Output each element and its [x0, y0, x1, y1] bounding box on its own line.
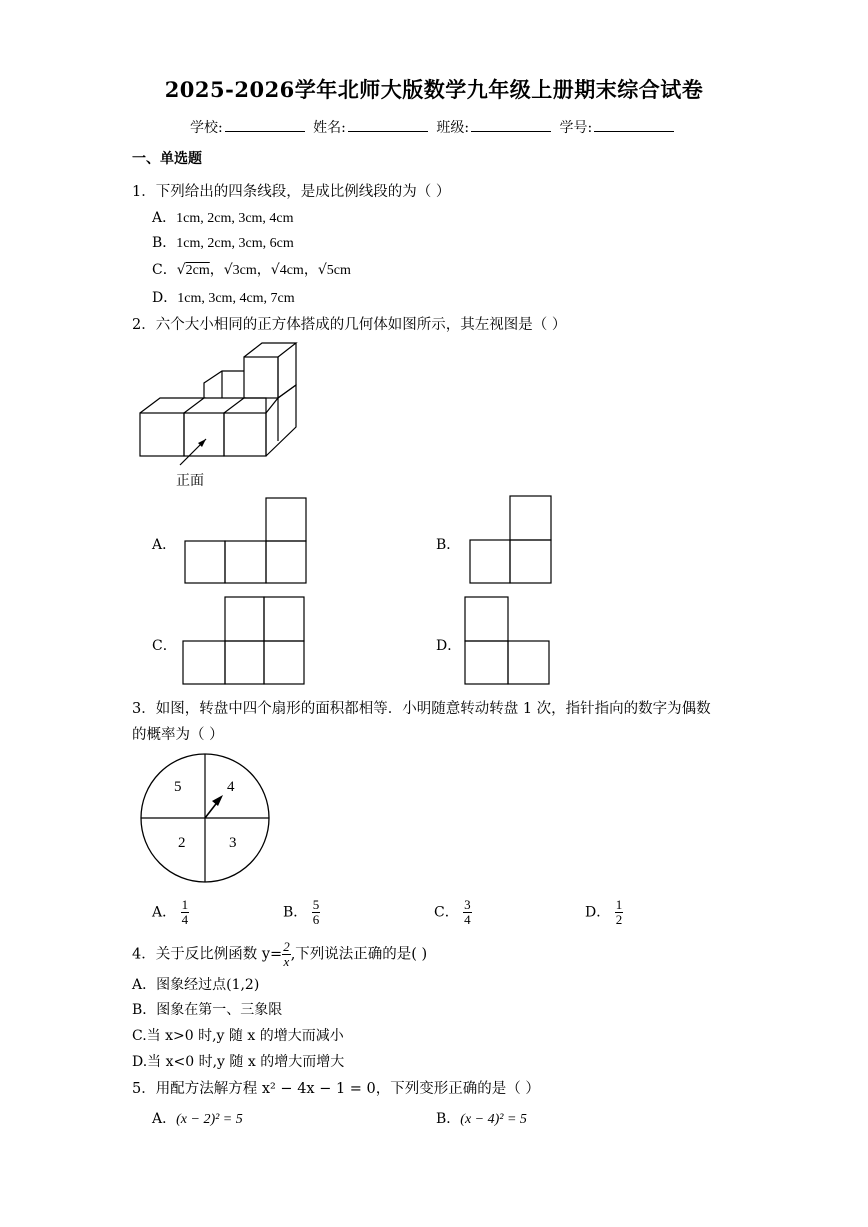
q2-option-d-figure	[464, 596, 552, 686]
q5-option-a: A．(x − 2)² = 5	[152, 1111, 243, 1127]
q3-option-d-fraction: $\frac{1}{2}$	[615, 897, 623, 927]
q1-stem: 1．下列给出的四条线段，是成比例线段的为（ ）	[132, 184, 451, 200]
q1-option-c-item-1: 2cm	[185, 263, 210, 278]
q1-option-c-item-3: 4cm	[279, 263, 304, 278]
q2-option-d-label: D．	[436, 638, 462, 654]
q5-option-b: B．(x − 4)² = 5	[436, 1111, 527, 1127]
q1-option-d-text: 1cm, 3cm, 4cm, 7cm	[177, 291, 295, 306]
q4-fraction: $\frac{2}{x}$	[283, 939, 290, 969]
page-title: 2025-2026学年北师大版数学九年级上册期末综合试卷	[164, 77, 704, 102]
q3-option-a-fraction: $\frac{1}{4}$	[181, 897, 189, 927]
student-id-blank	[594, 119, 674, 132]
spinner-number-3: 3	[229, 835, 237, 851]
q3-option-b: B． $\frac{5}{6}$	[283, 897, 320, 927]
spinner-number-4: 4	[227, 779, 235, 795]
q2-option-c-label: C．	[152, 638, 177, 654]
class-blank	[471, 119, 551, 132]
name-blank	[348, 119, 428, 132]
sqrt-symbol-icon: √	[270, 262, 280, 278]
q3-option-a: A． $\frac{1}{4}$	[152, 897, 189, 927]
q4-option-a: A．图象经过点(1,2)	[132, 977, 260, 993]
q4-option-c: C.当 x>0 时,y 随 x 的增大而减小	[132, 1028, 344, 1044]
spinner-number-5: 5	[174, 779, 182, 795]
q3-option-d: D． $\frac{1}{2}$	[585, 897, 623, 927]
q3-option-b-fraction: $\frac{5}{6}$	[312, 897, 320, 927]
student-info-line	[190, 117, 678, 137]
section-heading: 一、单选题	[132, 151, 202, 167]
school-label: 学校:	[190, 120, 223, 136]
q1-option-a-label: A．	[152, 210, 177, 226]
q1-option-d	[152, 287, 295, 307]
cube-front-faces	[140, 343, 296, 456]
q1-option-b-label: B．	[152, 235, 177, 251]
q2-option-c-figure	[182, 596, 306, 686]
student-id-label: 学号:	[559, 120, 593, 136]
q5-stem: 5．用配方法解方程 x² − 4x − 1 = 0，下列变形正确的是（ ）	[132, 1081, 540, 1097]
q1-option-c-item-2: 3cm	[232, 263, 257, 278]
cube-solid-figure	[130, 335, 320, 495]
spinner-number-2: 2	[178, 835, 186, 851]
sqrt-symbol-icon: √	[223, 262, 233, 278]
q2-option-a-figure	[184, 497, 308, 585]
class-label: 班级:	[436, 120, 470, 136]
q2-option-a-label: A．	[152, 537, 177, 553]
q1-option-c-item-4: 5cm	[326, 263, 351, 278]
q1-option-d-label: D．	[152, 290, 178, 306]
q1-option-c: C．√2cm，√3cm，√4cm，√5cm	[152, 262, 351, 278]
spinner-pointer-arrow-icon	[212, 795, 223, 806]
sqrt-symbol-icon: √	[176, 262, 186, 278]
q4-stem: 4．关于反比例函数 y= $\frac{2}{x}$ ,下列说法正确的是( )	[132, 939, 428, 969]
sqrt-symbol-icon: √	[317, 262, 327, 278]
q3-option-c: C． $\frac{3}{4}$	[434, 897, 471, 927]
q2-option-b-figure	[469, 495, 553, 585]
q1-option-b	[152, 232, 294, 252]
q1-option-a	[152, 207, 294, 227]
q3-option-c-fraction: $\frac{3}{4}$	[464, 897, 471, 927]
school-blank	[225, 119, 305, 132]
q1-option-c-label: C．	[152, 262, 177, 278]
q3-stem-line2: 的概率为（ ）	[132, 727, 224, 743]
q1-option-b-text: 1cm, 2cm, 3cm, 6cm	[176, 236, 294, 251]
spinner-figure	[139, 752, 273, 886]
q1-option-a-text: 1cm, 2cm, 3cm, 4cm	[176, 211, 294, 226]
q3-stem-line1: 3．如图，转盘中四个扇形的面积都相等．小明随意转动转盘 1 次，指针指向的数字为偶数	[132, 701, 711, 717]
q2-stem: 2．六个大小相同的正方体搭成的几何体如图所示，其左视图是（ ）	[132, 317, 567, 333]
front-label: 正面	[176, 473, 204, 489]
q4-option-d: D.当 x<0 时,y 随 x 的增大而增大	[132, 1054, 345, 1070]
q2-option-b-label: B．	[436, 537, 461, 553]
name-label: 姓名:	[313, 120, 346, 136]
q4-option-b: B．图象在第一、三象限	[132, 1002, 283, 1018]
